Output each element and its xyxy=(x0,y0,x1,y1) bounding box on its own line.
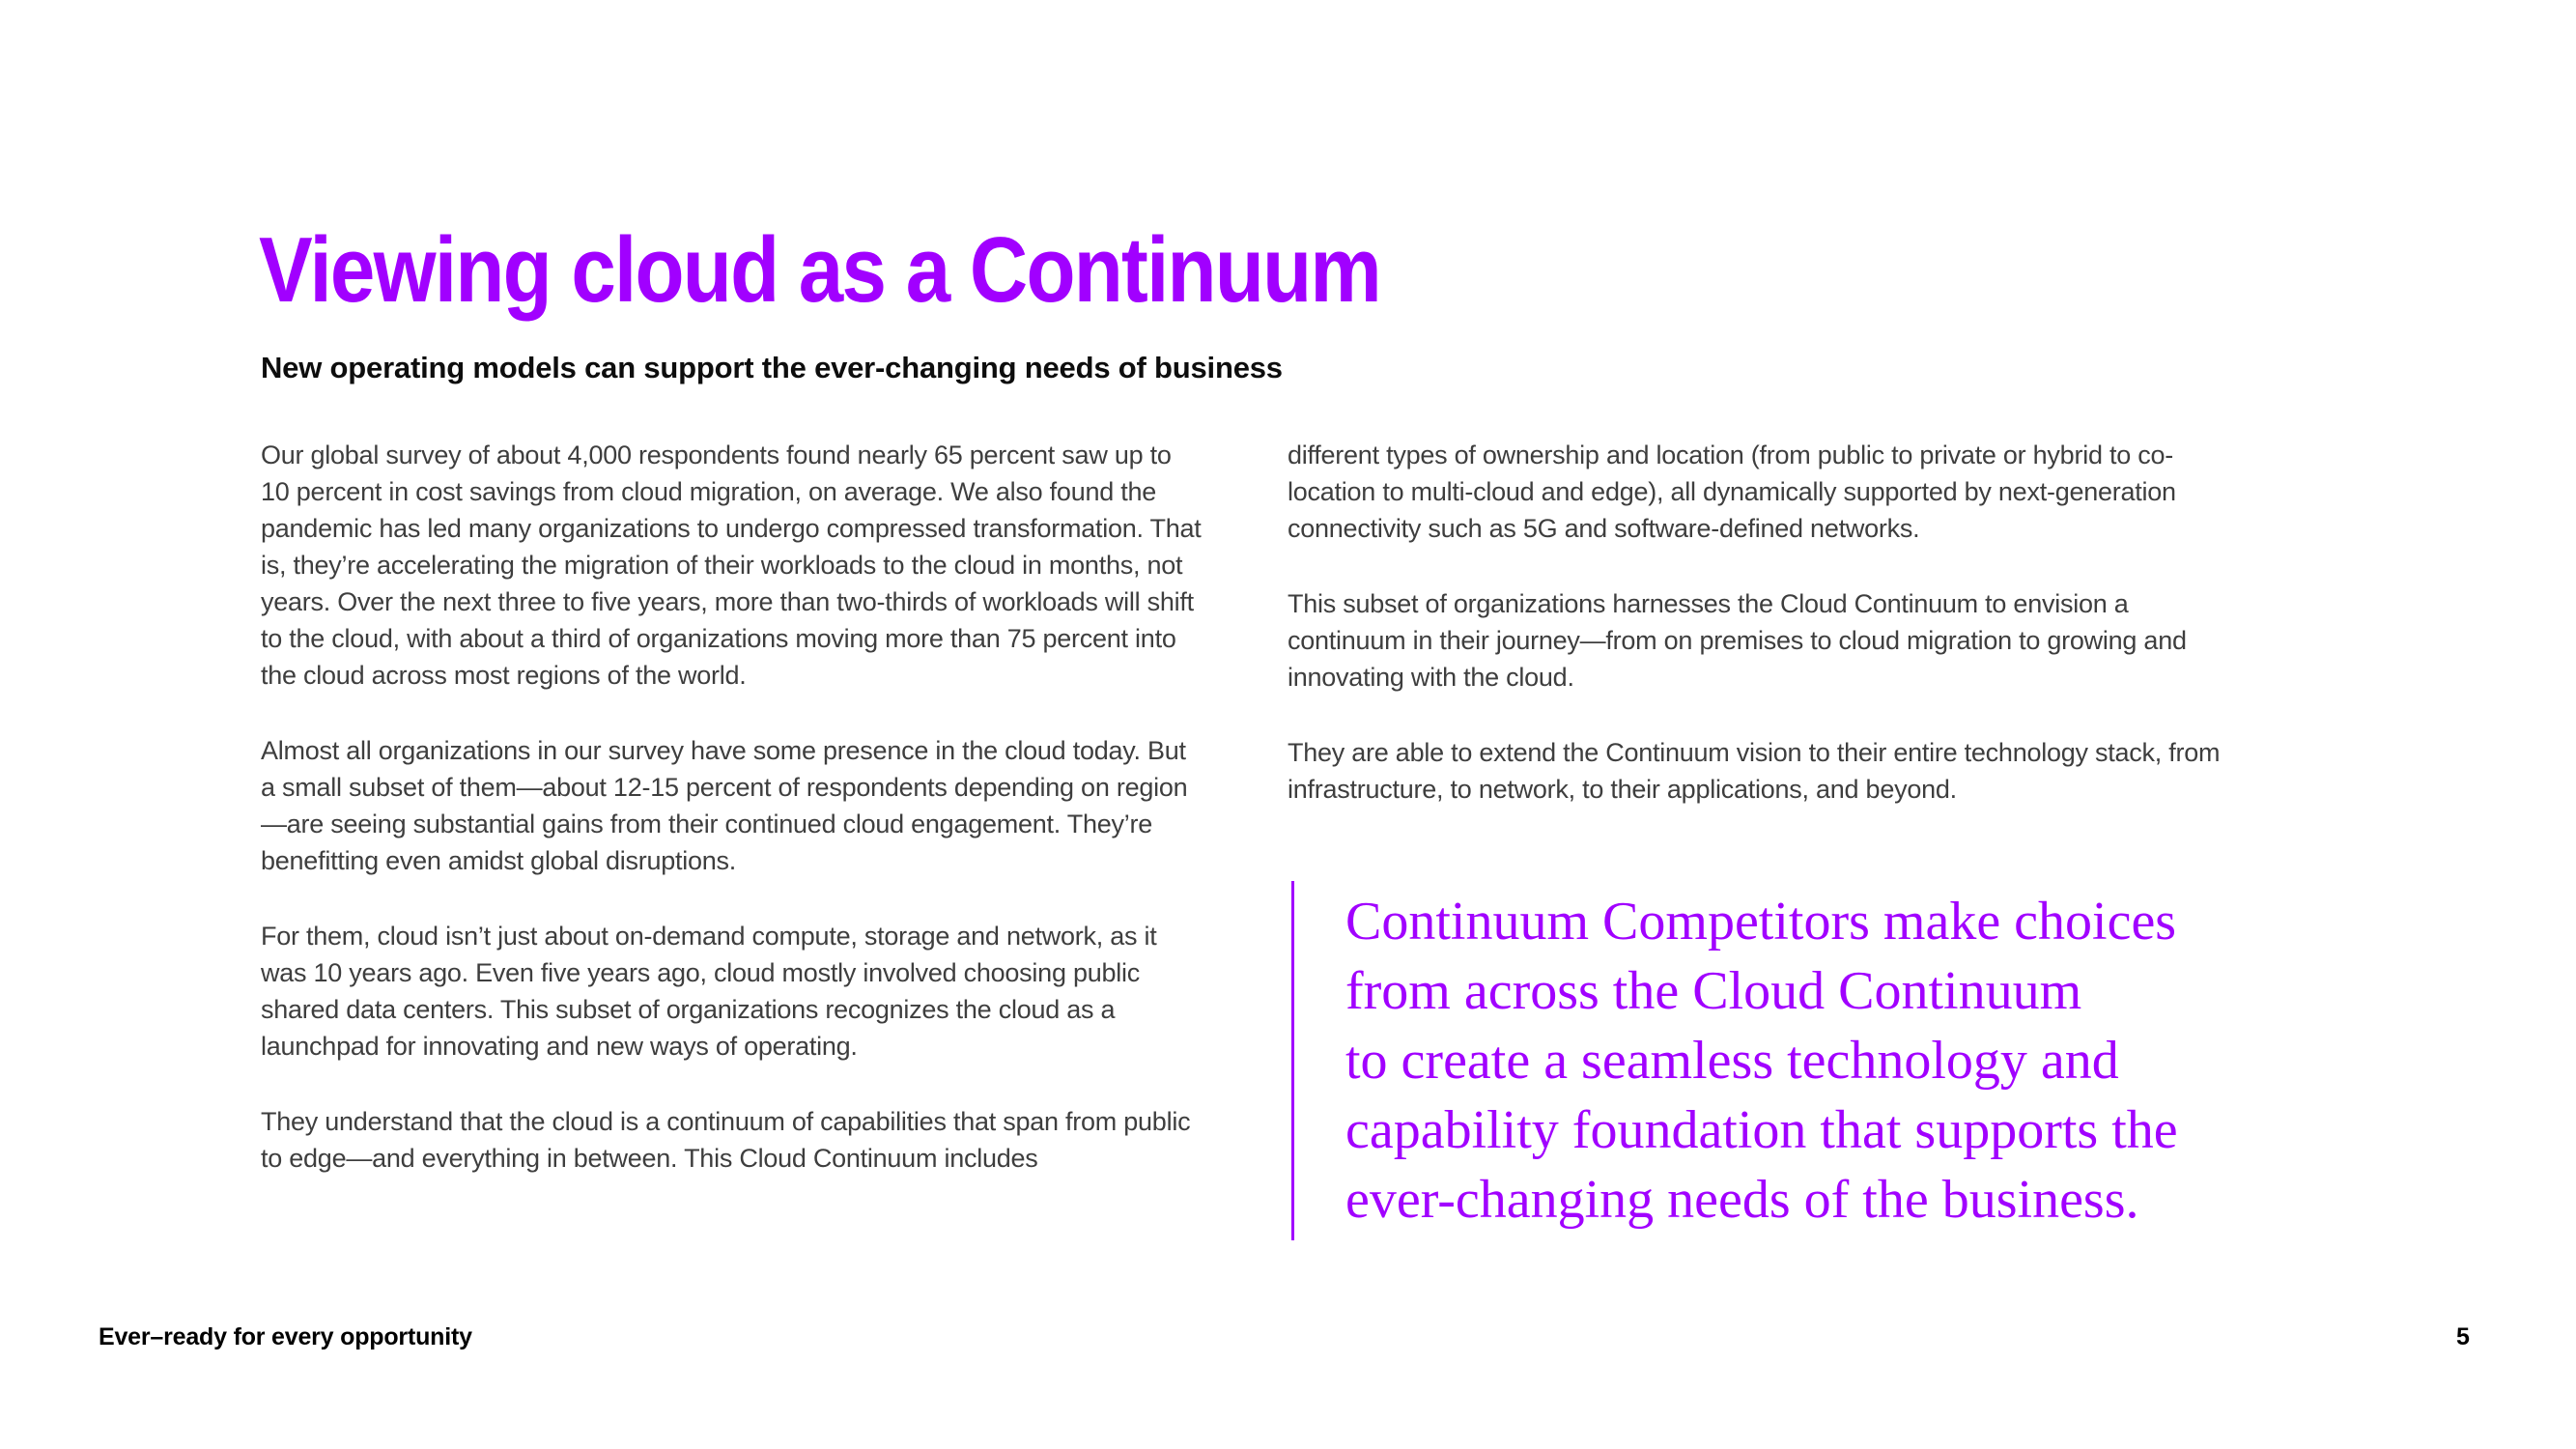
page-title: Viewing cloud as a Continuum xyxy=(259,218,1380,322)
body-paragraph: different types of ownership and location (from public to private or hybrid to co-location to multi-cloud and edge), all dynamically supported by next-generation connectivity such as 5G and software-defined networks. xyxy=(1288,440,2176,543)
body-paragraph: This subset of organizations harnesses the Cloud Continuum to envision a continuum in their journey—from on premises to cloud migration to growing and innovating with the cloud. xyxy=(1288,589,2187,692)
body-column-left xyxy=(261,437,1203,1215)
footer-tagline: Ever–ready for every opportunity xyxy=(99,1323,472,1350)
pull-quote-line: from across the Cloud Continuum xyxy=(1345,961,2082,1021)
body-paragraph: Our global survey of about 4,000 respondents found nearly 65 percent saw up to 10 percent in cost savings from cloud migration, on average. We also found the pandemic has led many organizations to undergo compressed transformation. That is, they’re accelerating the migration of their workloads to the cloud in months, not years. Over the next three to five years, more than two-thirds of workloads will shift to the cloud, with about a third of organizations moving more than 75 percent into the cloud across most regions of the world. xyxy=(261,440,1202,690)
page-number: 5 xyxy=(2456,1323,2470,1350)
pull-quote-line: to create a seamless technology and xyxy=(1345,1031,2119,1091)
body-column-right xyxy=(1288,437,2229,846)
body-paragraph: For them, cloud isn’t just about on-demand compute, storage and network, as it was 10 years ago. Even five years ago, cloud mostly involved choosing public shared data centers. This subset of organizations recognizes the cloud as a launchpad for innovating and new ways of operating. xyxy=(261,922,1157,1061)
pull-quote-line: Continuum Competitors make choices xyxy=(1345,892,2177,952)
body-paragraph: They are able to extend the Continuum vision to their entire technology stack, from infrastructure, to network, to their applications, and beyond. xyxy=(1288,738,2221,804)
pull-quote-line: ever-changing needs of the business. xyxy=(1345,1170,2139,1230)
pull-quote xyxy=(1291,881,2534,1240)
page-subtitle: New operating models can support the ever-changing needs of business xyxy=(261,351,1283,384)
body-paragraph: They understand that the cloud is a continuum of capabilities that span from public to edge—and everything in between. This Cloud Continuum includes xyxy=(261,1107,1191,1173)
pull-quote-line: capability foundation that supports the xyxy=(1345,1100,2178,1160)
body-paragraph: Almost all organizations in our survey have some presence in the cloud today. But a small subset of them—about 12-15 percent of respondents depending on region—are seeing substantial gains from their continued cloud engagement. They’re benefitting even amidst global disruptions. xyxy=(261,736,1188,875)
